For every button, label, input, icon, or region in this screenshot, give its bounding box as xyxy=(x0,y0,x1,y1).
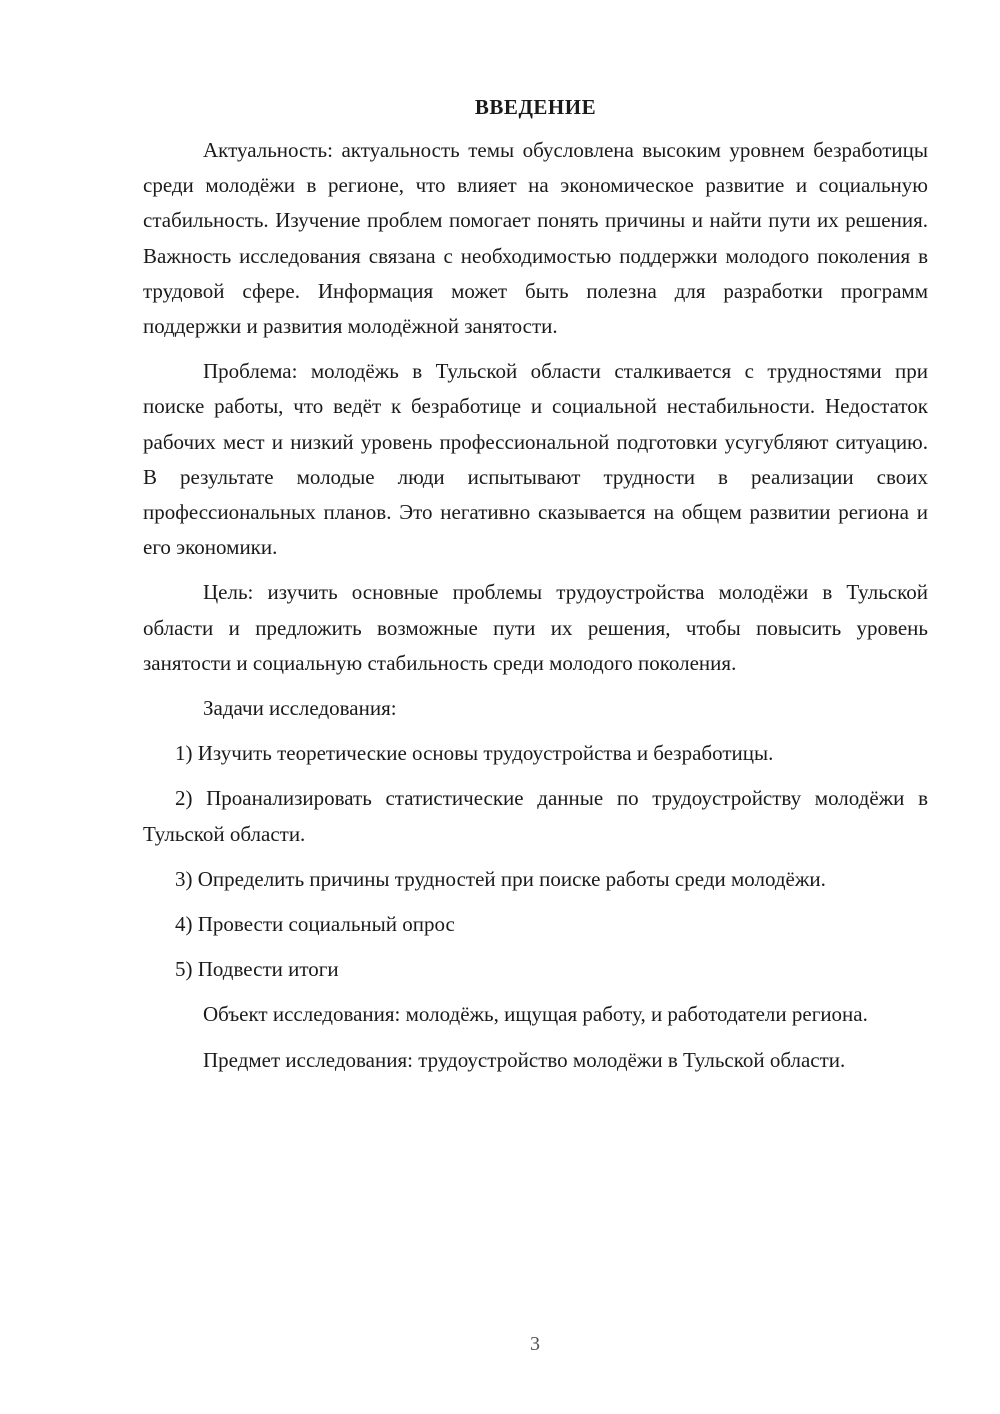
section-heading: ВВЕДЕНИЕ xyxy=(474,95,597,119)
paragraph-subject: Предмет исследования: трудоустройство молодёжи в Тульской области. xyxy=(203,1047,846,1072)
document-page xyxy=(143,90,928,1088)
page-number: 3 xyxy=(530,1333,540,1355)
paragraph-problem: Проблема: молодёжь в Тульской области сталкивается с трудностями при поиске работы, что ведёт к безработице и социальной нестабильности. Недостаток рабочих мест и низкий уровень профессиональной подготовки усугубляют ситуацию. В результате молодые люди испытывают трудности в реализации своих профессиональных планов. Это негативно сказывается на общем развитии региона и его экономики. xyxy=(143,359,928,560)
task-item-4: 4) Провести социальный опрос xyxy=(175,912,455,937)
tasks-title: Задачи исследования: xyxy=(203,696,397,721)
paragraph-relevance: Актуальность: актуальность темы обусловлена высоким уровнем безработицы среди молодёжи в регионе, что влияет на экономическое развитие и социальную стабильность. Изучение проблем помогает понять причины и найти пути их решения. Важность исследования связана с необходимостью поддержки молодого поколения в трудовой сфере. Информация может быть полезна для разработки программ поддержки и развития молодёжной занятости. xyxy=(143,138,928,339)
paragraph-object: Объект исследования: молодёжь, ищущая работу, и работодатели региона. xyxy=(203,1002,868,1027)
task-item-5: 5) Подвести итоги xyxy=(175,957,339,982)
task-item-2: 2) Проанализировать статистические данные по трудоустройству молодёжи в Тульской области. xyxy=(143,786,928,846)
task-item-3: 3) Определить причины трудностей при поиске работы среди молодёжи. xyxy=(175,866,826,891)
paragraph-goal: Цель: изучить основные проблемы трудоустройства молодёжи в Тульской области и предложить возможные пути их решения, чтобы повысить уровень занятости и социальную стабильность среди молодого поколения. xyxy=(143,580,928,675)
task-item-1: 1) Изучить теоретические основы трудоустройства и безработицы. xyxy=(175,741,774,766)
